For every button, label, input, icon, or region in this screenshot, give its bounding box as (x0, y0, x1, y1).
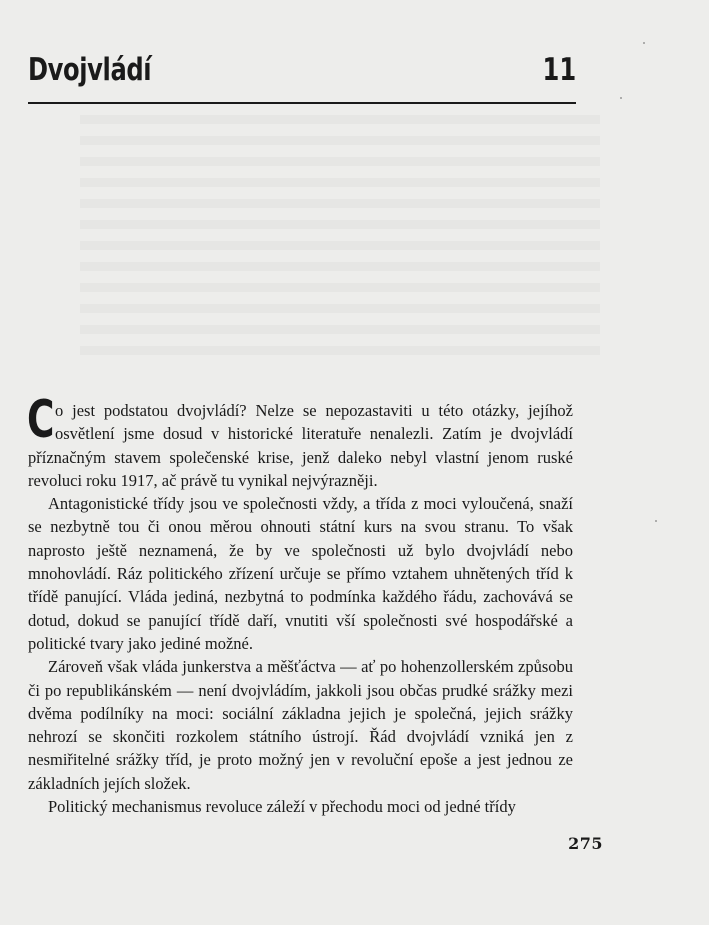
drop-cap: C (27, 390, 55, 450)
chapter-number: 11 (542, 52, 576, 88)
paper-speck (620, 97, 622, 99)
paragraph-4: Politický mechanismus revoluce záleží v přechodu moci od jedné třídy (48, 797, 516, 817)
paragraph-3: Zároveň však vláda junkerstva a měšťáctva — ať po hohenzollerském způsobu či po republikánském — není dvojvládím, jakkoli jsou občas prudké srážky mezi dvěma podílníky na moci: sociální základna jejich je společná, jejich srážky nehrozí se skončiti rozkolem státního ústrojí. Řád dvojvládí vzniká jen z nesmiřitelné srážky tříd, je proto možný jen v revoluční epoše a jest jednou ze základních jejích složek. (28, 657, 573, 793)
bleed-through-texture (80, 115, 600, 365)
paragraph-1-text: o jest podstatou dvojvládí? Nelze se nepozastaviti u této otázky, jejíhož osvětlení jsme dosud v historické literatuře nenalezli. Zatím je dvojvládí příznačným stavem společenské krise, jenž daleko nebyl vlastní jenom ruské revoluci roku 1917, ač právě tu vynikal nejvýrazněji. (28, 401, 573, 490)
paragraph-1 (27, 390, 573, 492)
chapter-header (28, 52, 576, 104)
page-number: 275 (568, 834, 603, 853)
paper-speck (643, 42, 645, 44)
chapter-body (27, 390, 573, 818)
paper-speck (655, 520, 657, 522)
chapter-title: Dvojvládí (28, 52, 152, 88)
paragraph-2: Antagonistické třídy jsou ve společnosti vždy, a třída z moci vyloučená, snaží se nezbytně tou či onou měrou ohnouti státní kurs na svou stranu. To však naprosto ještě neznamená, že by ve společnosti už bylo dvojvládí nebo mnohovládí. Ráz politického zřízení určuje se přímo vztahem uhnětených tříd k třídě panující. Vláda jediná, nezbytná to podmínka každého řádu, zachovává se dotud, dokud se panující třídě daří, vnutiti vší společnosti své hospodářské a politické tvary jako jediné možné. (28, 494, 573, 653)
